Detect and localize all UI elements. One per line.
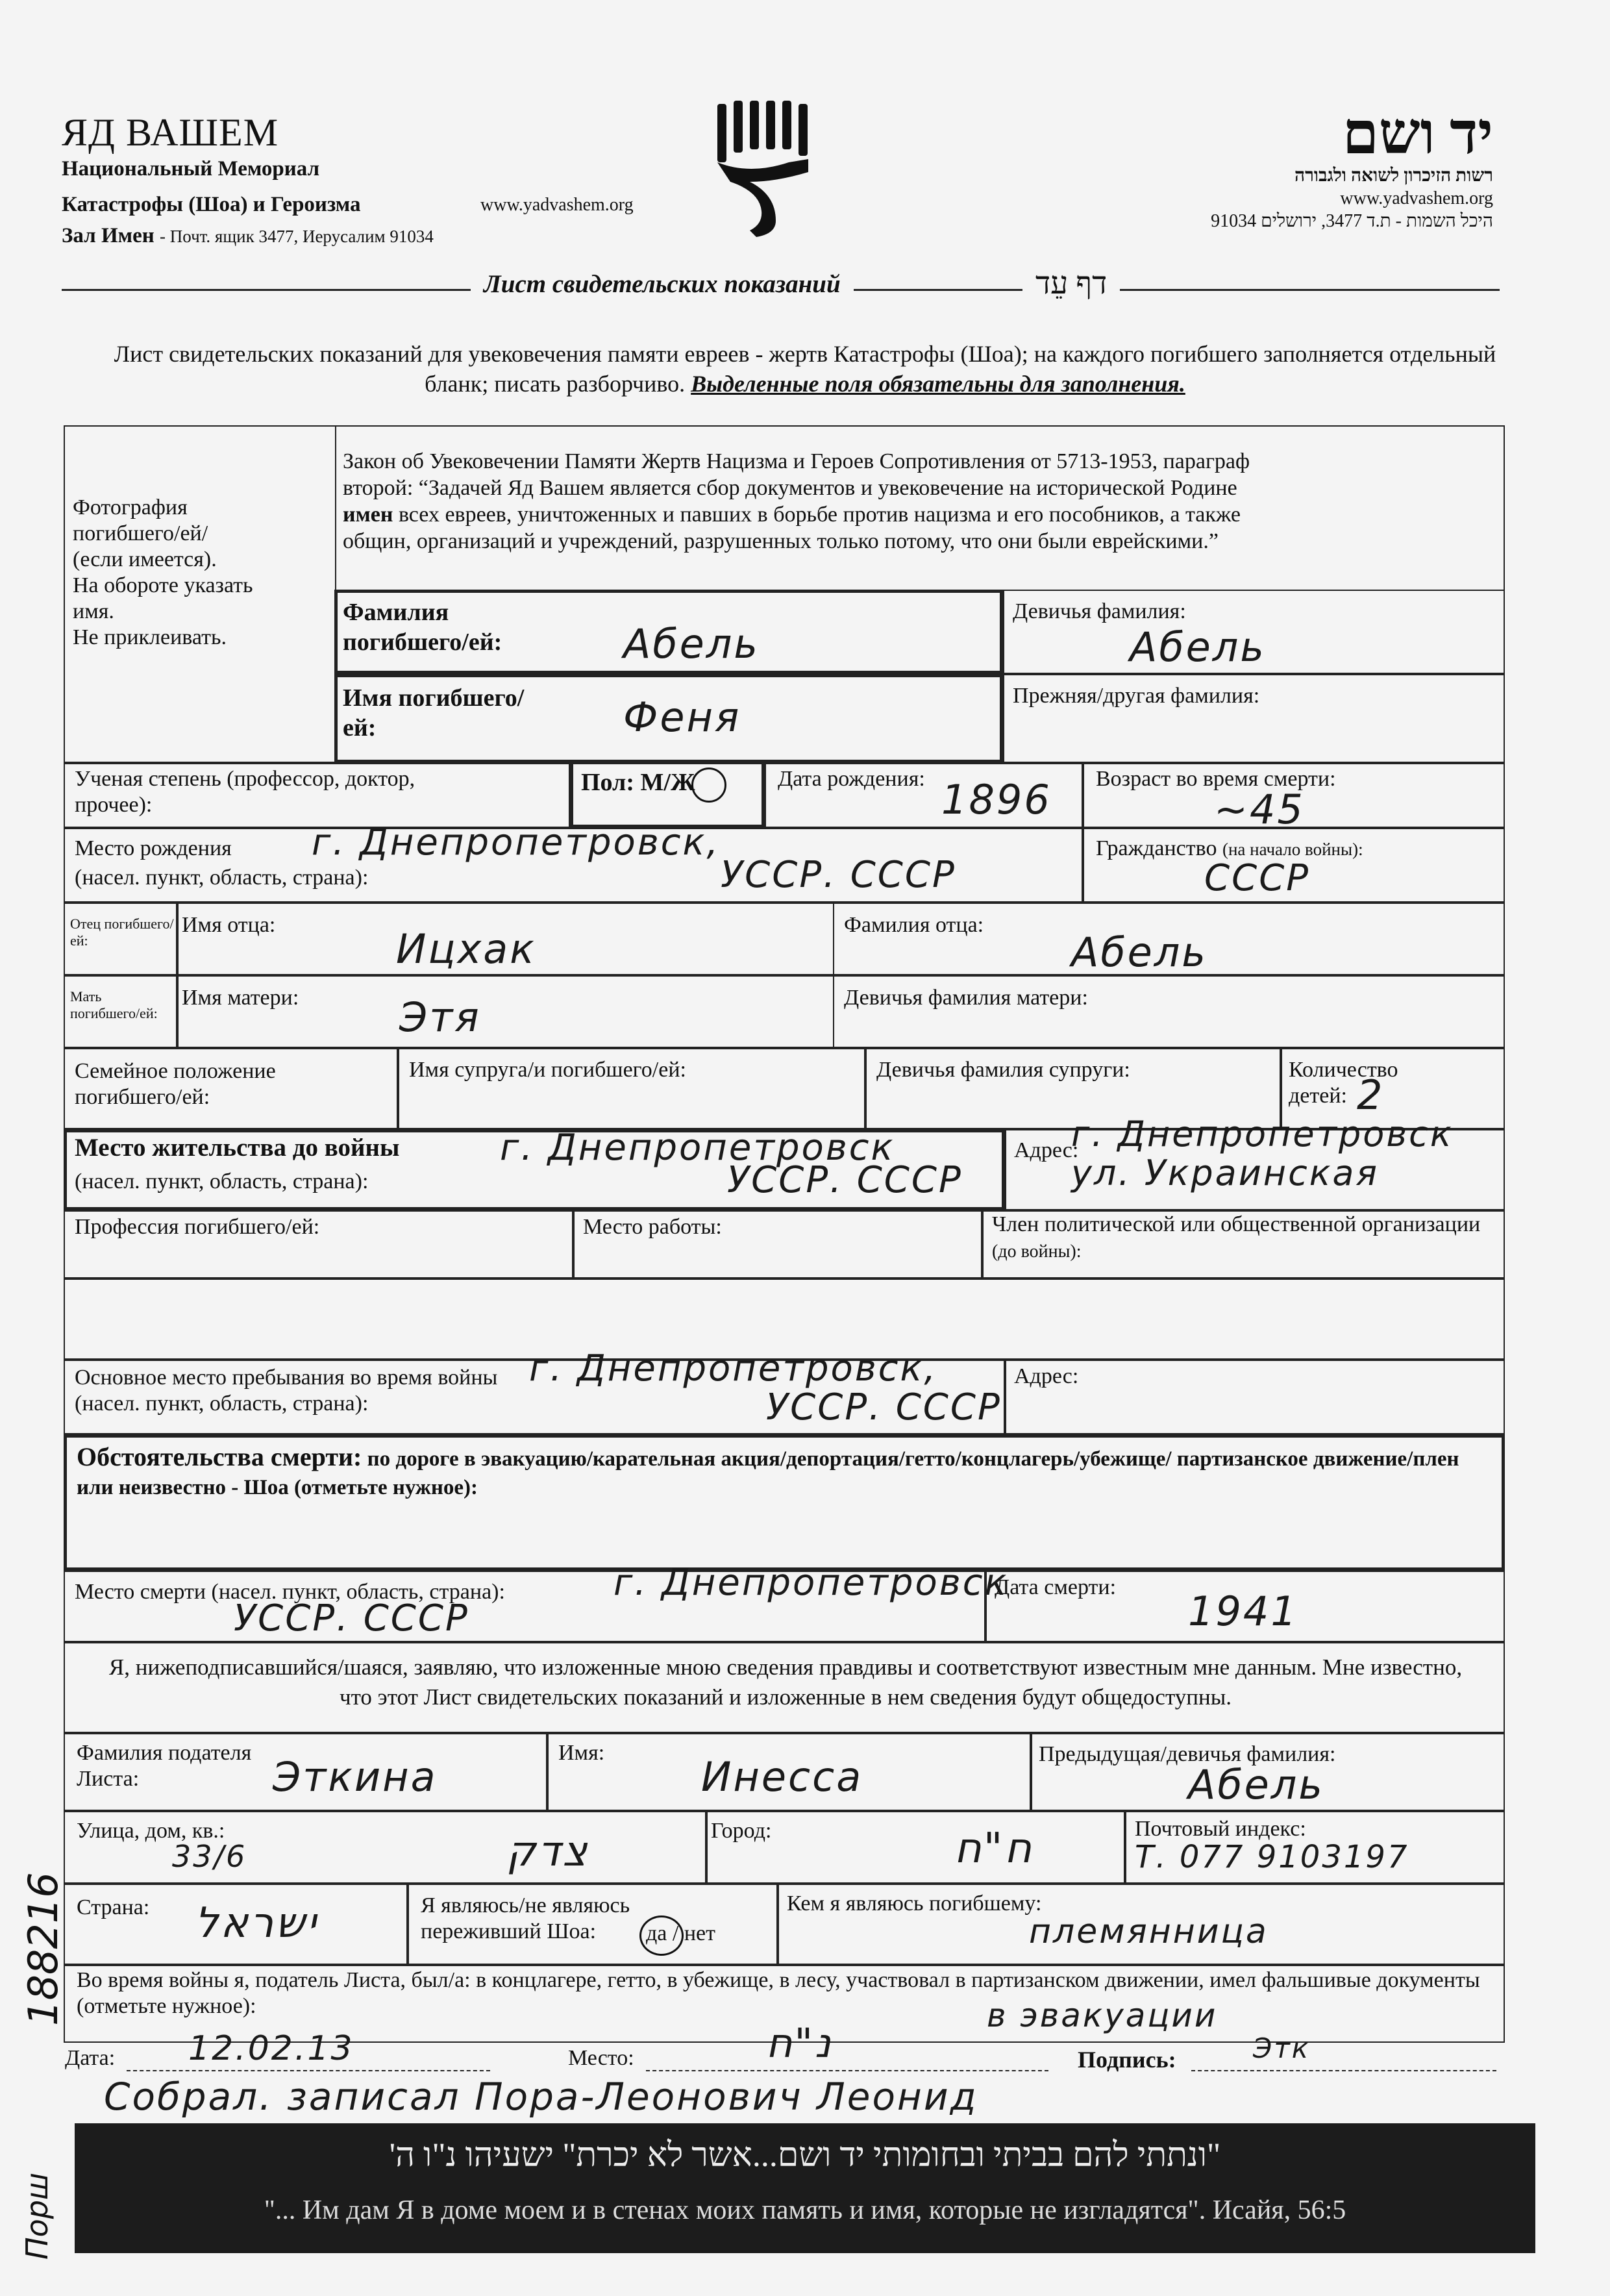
address-value1: г. Днепропетровск xyxy=(1071,1114,1454,1154)
survivor-label: Я являюсь/не являюсь переживший Шоа: xyxy=(421,1893,630,1943)
date-label: Дата: xyxy=(65,2046,116,2070)
photo-note-line3: (если имеется). xyxy=(73,547,217,571)
intro-required-note: Выделенные поля обязательны для заполнения. xyxy=(691,371,1185,397)
survivor-yes-circle xyxy=(639,1915,684,1956)
photo-note-line2: погибшего/ей/ xyxy=(73,521,208,545)
wartime-address-field[interactable] xyxy=(1005,1360,1505,1434)
photo-note-line6: Не приклеивать. xyxy=(73,625,227,649)
father-name-value: Ицхак xyxy=(396,925,536,973)
city-label: Город: xyxy=(711,1819,772,1843)
website-url[interactable]: www.yadvashem.org xyxy=(480,195,634,215)
age-value: ~45 xyxy=(1214,786,1305,833)
spouse-maiden-label: Девичья фамилия супруги: xyxy=(876,1058,1130,1082)
children-value: 2 xyxy=(1357,1071,1385,1119)
residence-value2: УССР. СССР xyxy=(727,1159,963,1201)
country-label: Страна: xyxy=(77,1895,150,1919)
spouse-name-label: Имя супруга/и погибшего/ей: xyxy=(409,1058,686,1082)
postal-address: - Почт. ящик 3477, Иерусалим 91034 xyxy=(160,227,434,246)
side-bottom-note: Порш xyxy=(19,2172,55,2260)
wartime-value2: УССР. СССР xyxy=(766,1386,1002,1429)
form-title: Лист свидетельских показаний xyxy=(471,269,854,299)
death-date-value: 1941 xyxy=(1188,1588,1298,1635)
org-heb-line1: רשות הזיכרון לשואה ולגבורה xyxy=(1294,166,1493,186)
wartime-self-label: Во время войны я, податель Листа, был/а: в концлагере, гетто, в убежище, в лесу, участвовал в партизанском движении, имел фальшивые документы (отметьте нужное): xyxy=(77,1968,1480,2018)
wartime-self-value: в эвакуации xyxy=(987,1997,1218,2034)
side-number: 188216 xyxy=(19,1872,67,2026)
mother-name-label: Имя матери: xyxy=(182,986,299,1010)
side-number-wrap xyxy=(19,1753,65,2026)
submitter-name-value: Инесса xyxy=(701,1753,863,1801)
submitter-maiden-label: Предыдущая/девичья фамилия: xyxy=(1039,1742,1336,1766)
signature-line xyxy=(1191,2070,1496,2071)
law-line3 xyxy=(343,501,1498,528)
postal-label: Почтовый индекс: xyxy=(1135,1817,1306,1841)
photo-note-line5: имя. xyxy=(73,599,114,623)
residence-sub: (насел. пункт, область, страна): xyxy=(75,1169,369,1193)
submitter-maiden-value: Абель xyxy=(1188,1761,1324,1808)
prev-surname-label: Прежняя/другая фамилия: xyxy=(1013,684,1260,708)
relation-label: Кем я являюсь погибшему: xyxy=(787,1891,1042,1915)
relation-value: племянница xyxy=(1029,1912,1269,1951)
father-name-label: Имя отца: xyxy=(182,913,276,937)
signature-value[interactable]: Этк xyxy=(1253,2032,1311,2064)
footer-quote-ru: "... Им дам Я в доме моем и в стенах моих память и имя, которые не изгладятся". Исайя, 56:5 xyxy=(264,2195,1346,2225)
member-label: Член политической или общественной организации xyxy=(992,1212,1481,1236)
marital-label: Семейное положение погибшего/ей: xyxy=(75,1059,276,1109)
org-line2: Катастрофы (Шоа) и Героизма xyxy=(62,193,361,216)
wartime-address-label: Адрес: xyxy=(1014,1364,1079,1388)
sex-label: Пол: М/Ж xyxy=(581,769,695,796)
law-line4: общин, организаций и учреждений, разрушенных только потому, что они были еврейскими.” xyxy=(343,529,1219,553)
form-title-heb: דף עֵד xyxy=(1022,266,1120,301)
profession-label: Профессия погибшего/ей: xyxy=(75,1215,320,1239)
mother-name-value: Этя xyxy=(399,993,481,1041)
photo-note xyxy=(73,495,332,651)
death-place-label: Место смерти (насел. пункт, область, страна): xyxy=(75,1580,505,1604)
law-names-bold: имен xyxy=(343,503,393,527)
place-line xyxy=(646,2070,1048,2071)
workplace-label: Место работы: xyxy=(583,1215,722,1239)
address-value2: ул. Украинская xyxy=(1071,1153,1379,1193)
intro-body: Лист свидетельских показаний для увековечения памяти евреев - жертв Катастрофы (Шоа); на каждого погибшего заполняется отдельный бланк; писать разборчиво. xyxy=(114,341,1496,397)
firstname-value: Феня xyxy=(623,693,741,741)
death-date-label: Дата смерти: xyxy=(995,1575,1117,1599)
degree-label: Ученая степень (профессор, доктор, прочее): xyxy=(75,767,415,817)
birthdate-value: 1896 xyxy=(941,776,1052,823)
org-heb-line3: היכל השמות - ת.ד 3477, ירושלים 91034 xyxy=(1211,211,1493,231)
citizenship-value: СССР xyxy=(1204,857,1311,899)
footer-quote-heb: "ונתתי להם בביתי ובחומותי יד ושם...אשר לא יכרת" ישעיהו נ"ו ה' xyxy=(389,2137,1221,2174)
photo-note-line4: На обороте указать xyxy=(73,573,253,597)
submitter-surname-label: Фамилия подателя Листа: xyxy=(77,1741,252,1791)
residence-value1: г. Днепропетровск xyxy=(500,1127,895,1169)
submitter-name-label: Имя: xyxy=(558,1741,605,1765)
birthplace-value1: г. Днепропетровск, xyxy=(312,821,721,864)
maiden-label: Девичья фамилия: xyxy=(1013,599,1186,623)
collector-note: Собрал. записал Пора-Леонович Леонид xyxy=(104,2075,978,2119)
country-value: ישראל xyxy=(195,1899,318,1947)
death-place-value2: УССР. СССР xyxy=(234,1597,469,1640)
circumstances-text xyxy=(77,1443,1492,1502)
mother-maiden-label[interactable]: Девичья фамилия матери: xyxy=(844,986,1088,1010)
birthplace-value2: УССР. СССР xyxy=(721,854,956,896)
date-value[interactable]: 12.02.13 xyxy=(188,2029,354,2068)
member-label-wrap xyxy=(992,1212,1498,1265)
street-value2: צדק xyxy=(506,1828,589,1876)
intro-text xyxy=(97,339,1513,399)
wartime-label: Основное место пребывания во время войны (насел. пункт, область, страна): xyxy=(75,1366,498,1416)
org-line1: Национальный Мемориал xyxy=(62,157,320,181)
birthplace-label: Место рождения xyxy=(75,836,232,860)
firstname-label: Имя погибшего/ей: xyxy=(343,684,525,742)
date-line xyxy=(127,2070,490,2071)
wartime-value1: г. Днепропетровск, xyxy=(529,1347,938,1390)
children-label: Количество детей: xyxy=(1289,1058,1398,1108)
footer-band xyxy=(75,2123,1535,2253)
city-value: ח"ח xyxy=(954,1825,1034,1873)
org-title-heb: יד ושם xyxy=(1342,102,1493,166)
postal-value: Т. 077 9103197 xyxy=(1135,1839,1409,1875)
age-label: Возраст во время смерти: xyxy=(1096,767,1336,791)
place-value[interactable]: נ"ח xyxy=(766,2019,833,2067)
photo-note-line1: Фотография xyxy=(73,495,188,519)
submitter-surname-value: Эткина xyxy=(273,1753,438,1801)
residence-label: Место жительства до войны xyxy=(75,1134,400,1162)
street-value1: 33/6 xyxy=(172,1839,247,1874)
org-title-ru: ЯД ВАШЕМ xyxy=(62,111,279,154)
circumstances-label: Обстоятельства смерти: xyxy=(77,1442,362,1471)
surname-value: Абель xyxy=(623,620,760,668)
death-place-value1: г. Днепропетровск xyxy=(613,1562,1009,1604)
citizenship-label: Гражданство xyxy=(1096,836,1217,860)
maiden-value: Абель xyxy=(1130,623,1266,671)
law-line3-rest: всех евреев, уничтоженных и павших в борьбе против нацизма и его пособников, а также xyxy=(398,503,1241,527)
sex-female-circle xyxy=(691,767,726,803)
surname-label: Фамилия погибшего/ей: xyxy=(343,599,502,656)
address-label: Адрес: xyxy=(1014,1138,1079,1162)
mother-side-label: Мать погибшего/ей: xyxy=(70,988,158,1021)
birthdate-label: Дата рождения: xyxy=(778,767,925,791)
street-label: Улица, дом, кв.: xyxy=(77,1819,225,1843)
org-heb-url[interactable]: www.yadvashem.org xyxy=(1340,188,1493,208)
place-label: Место: xyxy=(568,2046,634,2070)
citizenship-sub: (на начало войны): xyxy=(1222,840,1363,859)
member-sub: (до войны): xyxy=(992,1242,1082,1262)
yad-vashem-logo-icon xyxy=(711,97,828,240)
law-text xyxy=(343,448,1498,555)
hall-of-names: Зал Имен xyxy=(62,224,155,247)
birthplace-sub: (насел. пункт, область, страна): xyxy=(75,866,369,890)
father-surname-label: Фамилия отца: xyxy=(844,913,984,937)
declaration-text: Я, нижеподписавшийся/шаяся, заявляю, что изложенные мною сведения правдивы и соответствуют известным мне данным. Мне известно, что этот Лист свидетельских показаний и изложенные в нем сведения будут общедоступны. xyxy=(108,1654,1463,1710)
side-bottom-wrap xyxy=(19,2104,58,2260)
law-line1: Закон об Увековечении Памяти Жертв Нацизма и Героев Сопротивления от 5713-1953, параграф xyxy=(343,449,1250,473)
circumstances-options: по дороге в эвакуацию/карательная акция/депортация/гетто/концлагерь/убежище/ партизанское движение/плен или неизвестно - Шоа (отметьте нужное): xyxy=(77,1447,1459,1499)
org-line3 xyxy=(62,224,434,248)
law-line2: второй: “Задачей Яд Вашем является сбор документов и увековечение на исторической Родине xyxy=(343,476,1237,500)
signature-label: Подпись: xyxy=(1078,2047,1176,2073)
father-surname-value[interactable]: Абель xyxy=(1071,929,1208,976)
form-title-row xyxy=(62,266,1500,308)
father-side-label: Отец погибшего/ей: xyxy=(70,916,174,949)
survivor-options[interactable]: да / нет xyxy=(646,1921,715,1945)
